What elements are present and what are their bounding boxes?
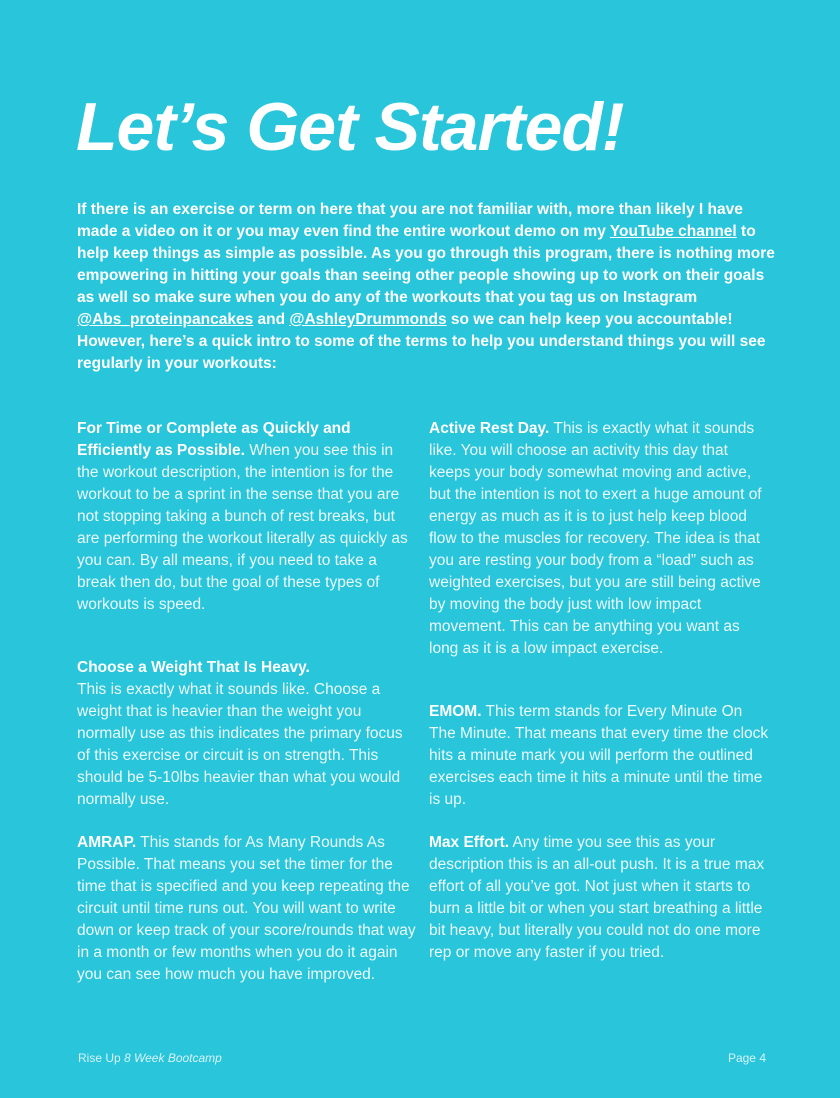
term-heading: Active Rest Day. (429, 420, 550, 437)
footer-title (78, 1051, 222, 1065)
instagram-link-ashley[interactable]: @AshleyDrummonds (289, 311, 447, 328)
term-max-effort (429, 832, 769, 964)
term-description: When you see this in the workout description, the intention is for the workout to be a sprint in the sense that you are not stopping taking a bunch of rest breaks, but are performing the workout literally as quickly as you can. By all means, if you need to take a break then do, but the goal of these types of workouts is speed. (77, 442, 408, 613)
footer-program: Rise Up (78, 1051, 125, 1065)
intro-text: to help keep things as simple as possible. As you go through this program, there is nothing more empowering in hitting your goals than seeing other people showing up to work on their goals as well so make sure when you do any of the workouts that you tag us on Instagram (77, 223, 775, 306)
page-number: Page 4 (727, 1051, 766, 1065)
term-description: Any time you see this as your description this is an all-out push. It is a true max effort of all you’ve got. Not just when it starts to burn a little bit or when you start breathing a little bit heavy, but literally you could not do one more rep or move any faster if you tried. (429, 834, 765, 961)
term-heading: For Time or Complete as Quickly and Efficiently as Possible. (77, 420, 351, 459)
term-description: This is exactly what it sounds like. You will choose an activity this day that keeps your body somewhat moving and active, but the intention is not to exert a huge amount of energy as much as it is to just help keep blood flow to the muscles for recovery. The idea is that you are resting your body from a “load” such as weighted exercises, but you are still being active by moving the body just with low impact movement. This can be anything you want as long as it is a low impact exercise. (429, 420, 762, 657)
intro-paragraph (77, 199, 777, 375)
term-heading: Max Effort. (429, 834, 510, 851)
term-amrap (77, 832, 417, 986)
page-title: Let’s Get Started! (76, 89, 624, 165)
term-description: This term stands for Every Minute On The Minute. That means that every time the clock hits a minute mark you will perform the outlined exercises each time it hits a minute until the time is up. (429, 703, 769, 808)
term-active-rest (429, 418, 769, 660)
intro-text: and (253, 311, 290, 328)
footer-program-subtitle: 8 Week Bootcamp (124, 1051, 222, 1065)
term-heading: AMRAP. (77, 834, 137, 851)
term-for-time (77, 418, 417, 616)
intro-text: If there is an exercise or term on here that you are not familiar with, more than likely I have made a video on it or you may even find the entire workout demo on my (77, 201, 743, 240)
term-heading: Choose a Weight That Is Heavy. (77, 659, 310, 676)
term-heavy-weight (77, 657, 417, 811)
term-description: This is exactly what it sounds like. Choose a weight that is heavier than the weight you normally use as this indicates the primary focus of this exercise or circuit is on strength. This should be 5-10lbs heavier than what you would normally use. (77, 681, 403, 808)
term-heading: EMOM. (429, 703, 482, 720)
youtube-channel-link[interactable]: YouTube channel (609, 223, 737, 240)
term-emom (429, 701, 769, 811)
intro-text: so we can help keep you accountable! However, here’s a quick intro to some of the terms to help you understand things you will see regularly in your workouts: (77, 311, 766, 372)
instagram-link-abs[interactable]: @Abs_proteinpancakes (77, 311, 254, 328)
term-description: This stands for As Many Rounds As Possible. That means you set the timer for the time that is specified and you keep repeating the circuit until time runs out. You will want to write down or keep track of your score/rounds that way in a month or few months when you do it again you can see how much you have improved. (77, 834, 416, 983)
